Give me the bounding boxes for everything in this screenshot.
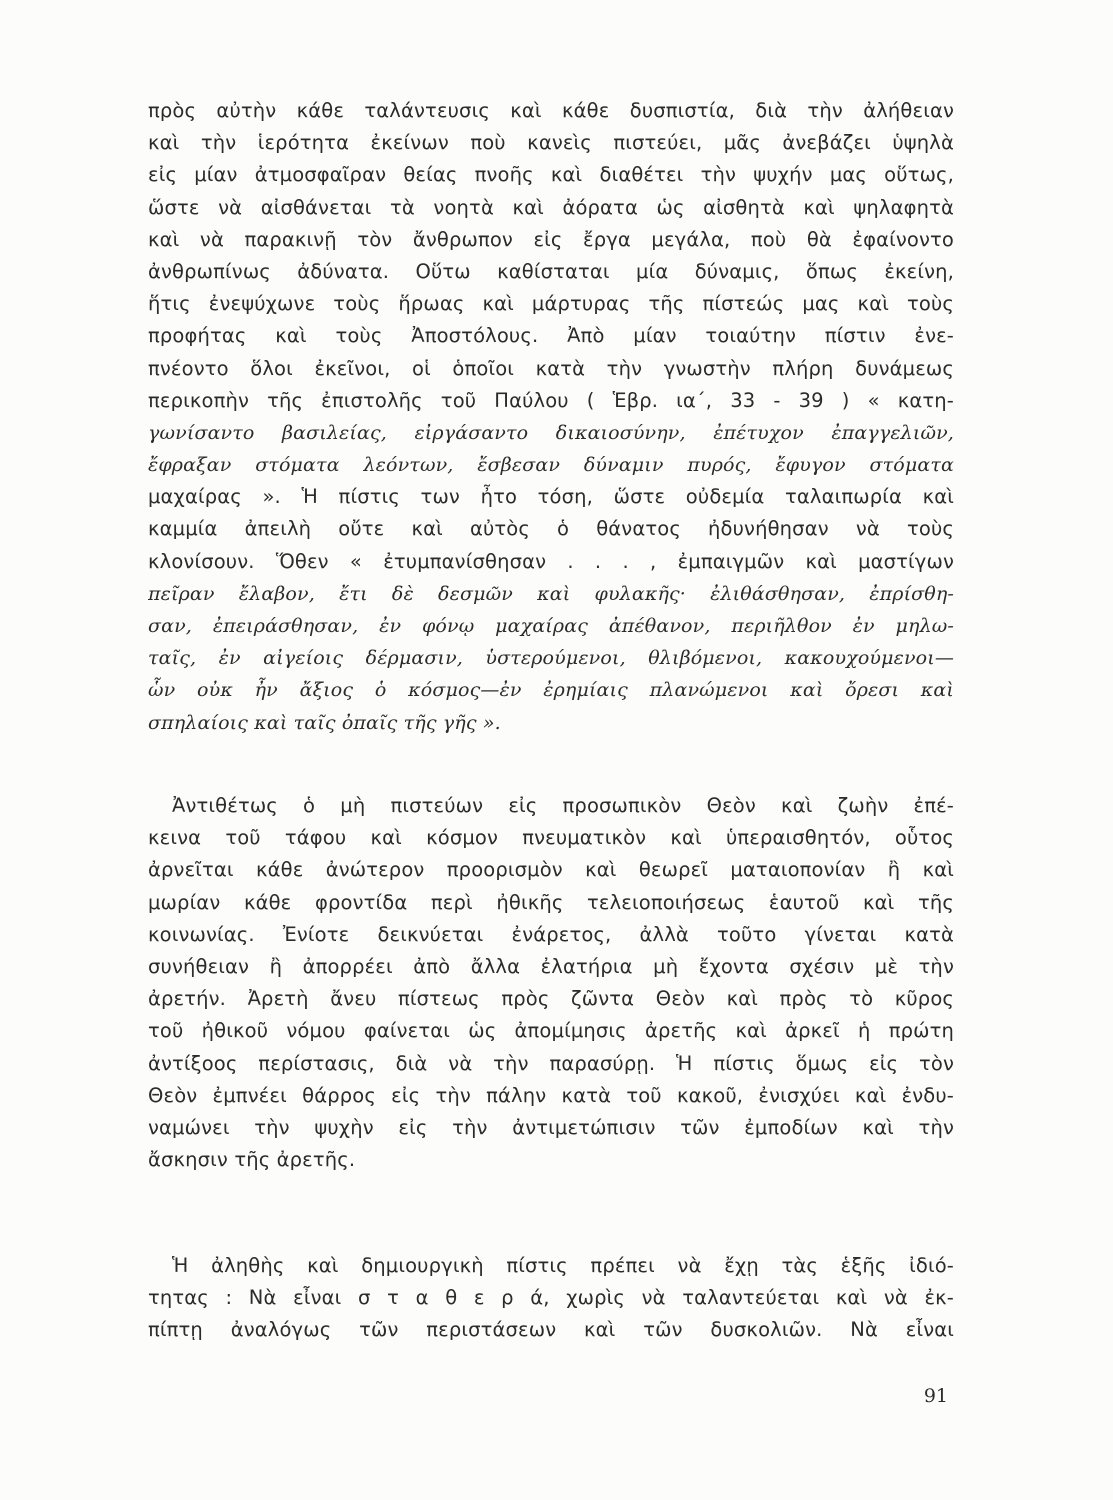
text-line: ναμώνει τὴν ψυχὴν εἰς τὴν ἀντιμετώπισιν τῶν ἐμποδίων καὶ τὴν bbox=[148, 1115, 954, 1139]
text-line: ἀρετήν. Ἀρετὴ ἄνευ πίστεως πρὸς ζῶντα Θεὸν καὶ πρὸς τὸ κῦρος bbox=[148, 987, 954, 1011]
quoted-text-line: ταῖς, ἐν αἰγείοις δέρμασιν, ὑστερούμενοι, θλιβόμενοι, κακουχούμενοι— bbox=[148, 647, 954, 670]
text-line: περικοπὴν τῆς ἐπιστολῆς τοῦ Παύλου ( Ἑβρ. ια΄, 33 - 39 ) « κατη- bbox=[148, 388, 954, 412]
text-line: πρὸς αὐτὴν κάθε ταλάντευσις καὶ κάθε δυσπιστία, διὰ τὴν ἀλήθειαν bbox=[148, 99, 954, 122]
text-line: Ἡ ἀληθὴς καὶ δημιουργικὴ πίστις πρέπει νὰ ἔχῃ τὰς ἑξῆς ἰδιό- bbox=[172, 1254, 954, 1277]
text-line: προφήτας καὶ τοὺς Ἀποστόλους. Ἀπὸ μίαν τοιαύτην πίστιν ἐνε- bbox=[148, 324, 954, 348]
quoted-text-line: σπηλαίοις καὶ ταῖς ὀπαῖς τῆς γῆς ». bbox=[148, 711, 501, 734]
text-line: καὶ νὰ παρακινῇ τὸν ἄνθρωπον εἰς ἔργα μεγάλα, ποὺ θὰ ἐφαίνοντο bbox=[148, 227, 954, 251]
text-line: καὶ τὴν ἱερότητα ἐκείνων ποὺ κανεὶς πιστεύει, μᾶς ἀνεβάζει ὑψηλὰ bbox=[148, 131, 954, 155]
text-line: μαχαίρας ». Ἡ πίστις των ἦτο τόση, ὥστε οὐδεμία ταλαιπωρία καὶ bbox=[148, 485, 954, 509]
text-line: ἥτις ἐνεψύχωνε τοὺς ἥρωας καὶ μάρτυρας τῆς πίστεώς μας καὶ τοὺς bbox=[148, 292, 954, 316]
quoted-text-line: πεῖραν ἔλαβον, ἔτι δὲ δεσμῶν καὶ φυλακῆς· ἐλιθάσθησαν, ἐπρίσθη- bbox=[148, 582, 954, 605]
text-line: ἀντίξοος περίστασις, διὰ νὰ τὴν παρασύρῃ. Ἡ πίστις ὅμως εἰς τὸν bbox=[148, 1051, 954, 1075]
paragraph-faith-heroes bbox=[148, 95, 954, 739]
text-line: Θεὸν ἐμπνέει θάρρος εἰς τὴν πάλην κατὰ τοῦ κακοῦ, ἐνισχύει καὶ ἐνδυ- bbox=[148, 1083, 954, 1107]
text-line: πνέοντο ὅλοι ἐκεῖνοι, οἱ ὁποῖοι κατὰ τὴν γνωστὴν πλήρη δυνάμεως bbox=[148, 356, 954, 380]
text-line: ὥστε νὰ αἰσθάνεται τὰ νοητὰ καὶ ἀόρατα ὡς αἰσθητὰ καὶ ψηλαφητὰ bbox=[148, 195, 954, 219]
text-line: κλονίσουν. Ὅθεν « ἐτυμπανίσθησαν . . . , ἐμπαιγμῶν καὶ μαστίγων bbox=[148, 549, 954, 573]
quoted-text-line: γωνίσαντο βασιλείας, εἰργάσαντο δικαιοσύνην, ἐπέτυχον ἐπαγγελιῶν, bbox=[148, 421, 954, 444]
text-line: πίπτῃ ἀναλόγως τῶν περιστάσεων καὶ τῶν δυσκολιῶν. Νὰ εἶναι bbox=[148, 1318, 954, 1342]
text-line: ἄσκησιν τῆς ἀρετῆς. bbox=[148, 1148, 356, 1172]
text-line: κεινα τοῦ τάφου καὶ κόσμον πνευματικὸν καὶ ὑπεραισθητόν, οὗτος bbox=[148, 826, 954, 850]
page-number: 91 bbox=[923, 1385, 948, 1407]
text-line: Ἀντιθέτως ὁ μὴ πιστεύων εἰς προσωπικὸν Θεὸν καὶ ζωὴν ἐπέ- bbox=[172, 794, 954, 817]
text-line: κοινωνίας. Ἐνίοτε δεικνύεται ἐνάρετος, ἀλλὰ τοῦτο γίνεται κατὰ bbox=[148, 922, 954, 946]
paragraph-unbeliever bbox=[148, 790, 954, 1176]
text-line: ἀνθρωπίνως ἀδύνατα. Οὕτω καθίσταται μία δύναμις, ὅπως ἐκείνη, bbox=[148, 259, 954, 283]
text-line: μωρίαν κάθε φροντίδα περὶ ἠθικῆς τελειοποιήσεως ἑαυτοῦ καὶ τῆς bbox=[148, 890, 954, 914]
text-line: καμμία ἀπειλὴ οὔτε καὶ αὐτὸς ὁ θάνατος ἠδυνήθησαν νὰ τοὺς bbox=[148, 517, 954, 541]
text-line: εἰς μίαν ἀτμοσφαῖραν θείας πνοῆς καὶ διαθέτει τὴν ψυχήν μας οὕτως, bbox=[148, 163, 954, 187]
text-line: τητας : Νὰ εἶναι σ τ α θ ε ρ ά, χωρὶς νὰ ταλαντεύεται καὶ νὰ ἐκ- bbox=[148, 1286, 954, 1310]
text-line: ἀρνεῖται κάθε ἀνώτερον προορισμὸν καὶ θεωρεῖ ματαιοπονίαν ἢ καὶ bbox=[148, 858, 954, 882]
quoted-text-line: σαν, ἐπειράσθησαν, ἐν φόνῳ μαχαίρας ἀπέθανον, περιῆλθον ἐν μηλω- bbox=[148, 615, 954, 637]
quoted-text-line: ὧν οὐκ ἦν ἄξιος ὁ κόσμος—ἐν ἐρημίαις πλανώμενοι καὶ ὄρεσι καὶ bbox=[148, 679, 954, 702]
paragraph-true-faith bbox=[148, 1250, 954, 1347]
quoted-text-line: ἔφραξαν στόματα λεόντων, ἔσβεσαν δύναμιν πυρός, ἔφυγον στόματα bbox=[148, 454, 954, 477]
text-line: συνήθειαν ἢ ἀπορρέει ἀπὸ ἄλλα ἐλατήρια μὴ ἔχοντα σχέσιν μὲ τὴν bbox=[148, 954, 954, 978]
text-line: τοῦ ἠθικοῦ νόμου φαίνεται ὡς ἀπομίμησις ἀρετῆς καὶ ἀρκεῖ ἡ πρώτη bbox=[148, 1019, 954, 1043]
